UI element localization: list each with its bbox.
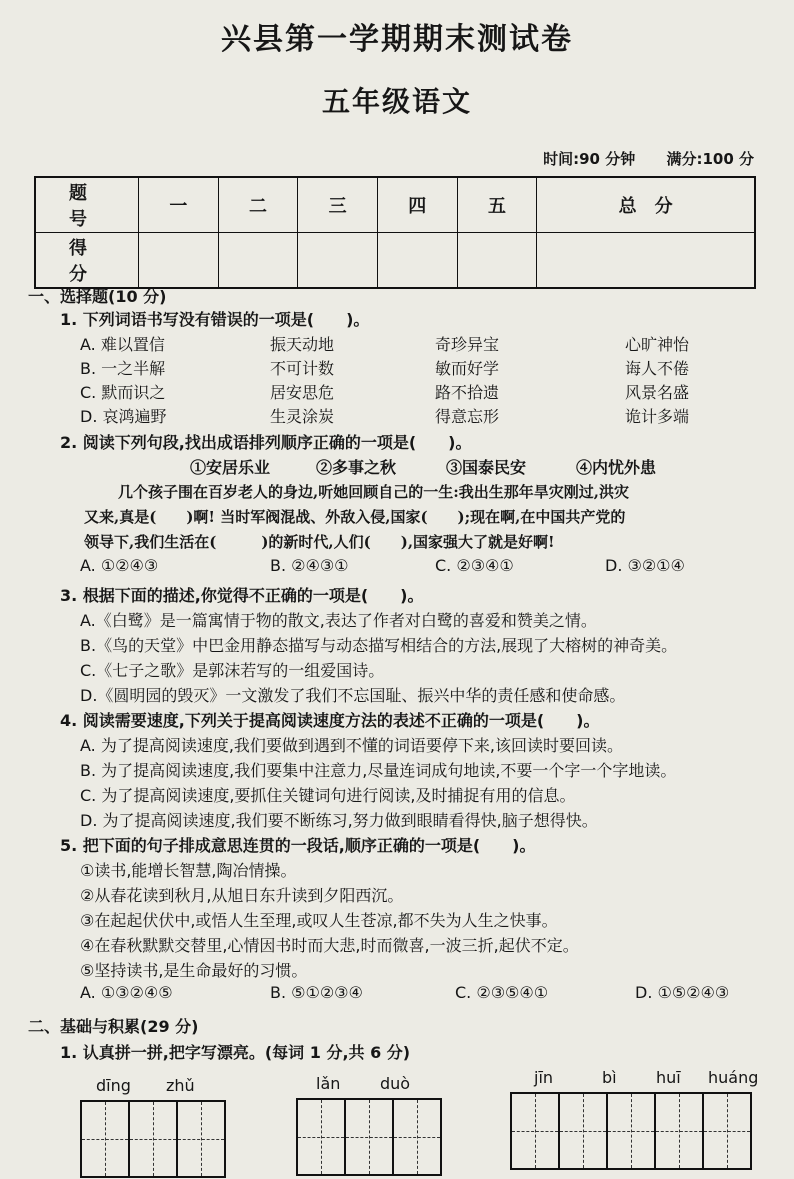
q5-stem: 5. 把下面的句子排成意思连贯的一段话,顺序正确的一项是( )。 — [60, 836, 536, 855]
exam-subtitle: 五年级语文 — [321, 85, 472, 118]
q3-option-d[interactable]: D.《圆明园的毁灭》一文激发了我们不忘国耻、振兴中华的责任感和使命感。 — [80, 686, 626, 705]
score-cell[interactable] — [139, 233, 219, 289]
writing-grid-1 — [82, 1100, 226, 1178]
exam-meta — [517, 148, 754, 169]
q5-sentence-4: ④在春秋默默交替里,心情因书时而大悲,时而微喜,一波三折,起伏不定。 — [80, 936, 579, 955]
pinyin-huang: huáng — [708, 1068, 759, 1087]
q5-option-c[interactable]: C. ②③⑤④① — [455, 983, 549, 1002]
q4-stem: 4. 阅读需要速度,下列关于提高阅读速度方法的表述不正确的一项是( )。 — [60, 711, 600, 730]
q3-stem: 3. 根据下面的描述,你觉得不正确的一项是( )。 — [60, 586, 424, 605]
q3-option-b[interactable]: B.《鸟的天堂》中巴金用静态描写与动态描写相结合的方法,展现了大榕树的神奇美。 — [80, 636, 678, 655]
q1-c-word-3: 路不拾遗 — [435, 383, 500, 402]
q2-option-c[interactable]: C. ②③④① — [435, 556, 514, 575]
q5-sentence-3: ③在起起伏伏中,或悟人生至理,或叹人生苍凉,都不失为人生之快事。 — [80, 911, 558, 930]
writing-grid-2 — [298, 1098, 442, 1176]
writing-cell[interactable] — [654, 1092, 704, 1170]
score-col-3: 三 — [298, 177, 378, 233]
q5-option-a[interactable]: A. ①③②④⑤ — [80, 983, 173, 1002]
s2-q1-stem: 1. 认真拼一拼,把字写漂亮。(每词 1 分,共 6 分) — [60, 1043, 411, 1062]
q5-sentence-1: ①读书,能增长智慧,陶冶情操。 — [80, 861, 297, 880]
q5-options — [80, 983, 770, 1003]
pinyin-ding: dīng — [96, 1076, 131, 1095]
q1-c-word-4: 风景名盛 — [625, 383, 690, 402]
q2-passage-line-3: 领导下,我们生活在( )的新时代,人们( ),国家强大了就是好啊! — [84, 533, 555, 551]
writing-cell[interactable] — [510, 1092, 560, 1170]
q3-option-a[interactable]: A.《白鹭》是一篇寓情于物的散文,表达了作者对白鹭的喜爱和赞美之情。 — [80, 611, 597, 630]
q1-option-b[interactable] — [80, 356, 770, 376]
pinyin-hui: huī — [656, 1068, 681, 1087]
q1-b-word-3: 敏而好学 — [435, 359, 500, 378]
q1-d-word-2: 生灵涂炭 — [270, 407, 335, 426]
q1-b-word-2: 不可计数 — [270, 359, 335, 378]
writing-cell[interactable] — [606, 1092, 656, 1170]
q4-option-a[interactable]: A. 为了提高阅读速度,我们要做到遇到不懂的词语要停下来,该回读时要回读。 — [80, 736, 624, 755]
score-col-total: 总 分 — [537, 177, 755, 233]
q4-option-d[interactable]: D. 为了提高阅读速度,我们要不断练习,努力做到眼睛看得快,脑子想得快。 — [80, 811, 598, 830]
writing-cell[interactable] — [344, 1098, 394, 1176]
q2-idiom-3: ③国泰民安 — [446, 458, 527, 477]
q2-option-d[interactable]: D. ③②①④ — [605, 556, 685, 575]
score-cell[interactable] — [537, 233, 755, 289]
score-col-5: 五 — [457, 177, 537, 233]
q2-idiom-2: ②多事之秋 — [316, 458, 397, 477]
q2-passage-line-2: 又来,真是( )啊! 当时军阀混战、外敌入侵,国家( );现在啊,在中国共产党的 — [84, 508, 626, 526]
score-cell[interactable] — [457, 233, 537, 289]
q1-a-word-3: 奇珍异宝 — [435, 335, 500, 354]
writing-cell[interactable] — [392, 1098, 442, 1176]
q1-stem: 1. 下列词语书写没有错误的一项是( )。 — [60, 310, 370, 329]
section-1-title: 一、选择题(10 分) — [28, 287, 167, 306]
score-table-score-row — [35, 233, 755, 289]
q5-sentence-2: ②从春花读到秋月,从旭日东升读到夕阳西沉。 — [80, 886, 404, 905]
exam-time: 时间:90 分钟 — [543, 150, 636, 168]
writing-cell[interactable] — [80, 1100, 130, 1178]
q4-option-c[interactable]: C. 为了提高阅读速度,要抓住关键词句进行阅读,及时捕捉有用的信息。 — [80, 786, 576, 805]
q2-options — [80, 556, 770, 576]
q1-option-d[interactable] — [80, 404, 770, 424]
score-cell[interactable] — [298, 233, 378, 289]
q1-d-word-1: D. 哀鸿遍野 — [80, 407, 167, 426]
q1-c-word-1: C. 默而识之 — [80, 383, 166, 402]
writing-grid-3 — [512, 1092, 752, 1170]
score-col-2: 二 — [218, 177, 298, 233]
score-col-4: 四 — [377, 177, 457, 233]
section-2-title: 二、基础与积累(29 分) — [28, 1017, 199, 1036]
q2-stem: 2. 阅读下列句段,找出成语排列顺序正确的一项是( )。 — [60, 433, 472, 452]
score-table — [34, 176, 756, 289]
writing-cell[interactable] — [558, 1092, 608, 1170]
score-cell[interactable] — [377, 233, 457, 289]
q1-d-word-4: 诡计多端 — [625, 407, 690, 426]
q5-sentence-5: ⑤坚持读书,是生命最好的习惯。 — [80, 961, 308, 980]
q2-idiom-4: ④内忧外患 — [576, 458, 657, 477]
q2-option-a[interactable]: A. ①②④③ — [80, 556, 159, 575]
exam-full-score: 满分:100 分 — [666, 150, 754, 168]
score-table-header-row — [35, 177, 755, 233]
pinyin-jin: jīn — [534, 1068, 554, 1087]
q2-option-b[interactable]: B. ②④③① — [270, 556, 349, 575]
pinyin-duo: duò — [380, 1074, 411, 1093]
writing-cell[interactable] — [296, 1098, 346, 1176]
score-col-label: 题 号 — [35, 177, 139, 233]
pinyin-bi: bì — [602, 1068, 617, 1087]
writing-cell[interactable] — [702, 1092, 752, 1170]
q1-b-word-4: 诲人不倦 — [625, 359, 690, 378]
writing-cell[interactable] — [128, 1100, 178, 1178]
q1-b-word-1: B. 一之半解 — [80, 359, 166, 378]
score-row-label: 得 分 — [35, 233, 139, 289]
q1-option-c[interactable] — [80, 380, 770, 400]
pinyin-lan: lǎn — [316, 1074, 341, 1093]
exam-title: 兴县第一学期期末测试卷 — [221, 22, 573, 57]
q1-a-word-2: 振天动地 — [270, 335, 335, 354]
q4-option-b[interactable]: B. 为了提高阅读速度,我们要集中注意力,尽量连词成句地读,不要一个字一个字地读。 — [80, 761, 677, 780]
q1-d-word-3: 得意忘形 — [435, 407, 500, 426]
q2-passage-line-1: 几个孩子围在百岁老人的身边,听她回顾自己的一生:我出生那年旱灾刚过,洪灾 — [118, 483, 629, 501]
pinyin-zhu: zhǔ — [166, 1076, 195, 1095]
q1-option-a[interactable] — [80, 332, 770, 352]
q2-idiom-1: ①安居乐业 — [190, 458, 271, 477]
q1-a-word-4: 心旷神怡 — [625, 335, 690, 354]
q5-option-b[interactable]: B. ⑤①②③④ — [270, 983, 363, 1002]
q5-option-d[interactable]: D. ①⑤②④③ — [635, 983, 730, 1002]
writing-cell[interactable] — [176, 1100, 226, 1178]
q1-c-word-2: 居安思危 — [270, 383, 335, 402]
q3-option-c[interactable]: C.《七子之歌》是郭沫若写的一组爱国诗。 — [80, 661, 385, 680]
q1-a-word-1: A. 难以置信 — [80, 335, 165, 354]
score-cell[interactable] — [218, 233, 298, 289]
score-col-1: 一 — [139, 177, 219, 233]
